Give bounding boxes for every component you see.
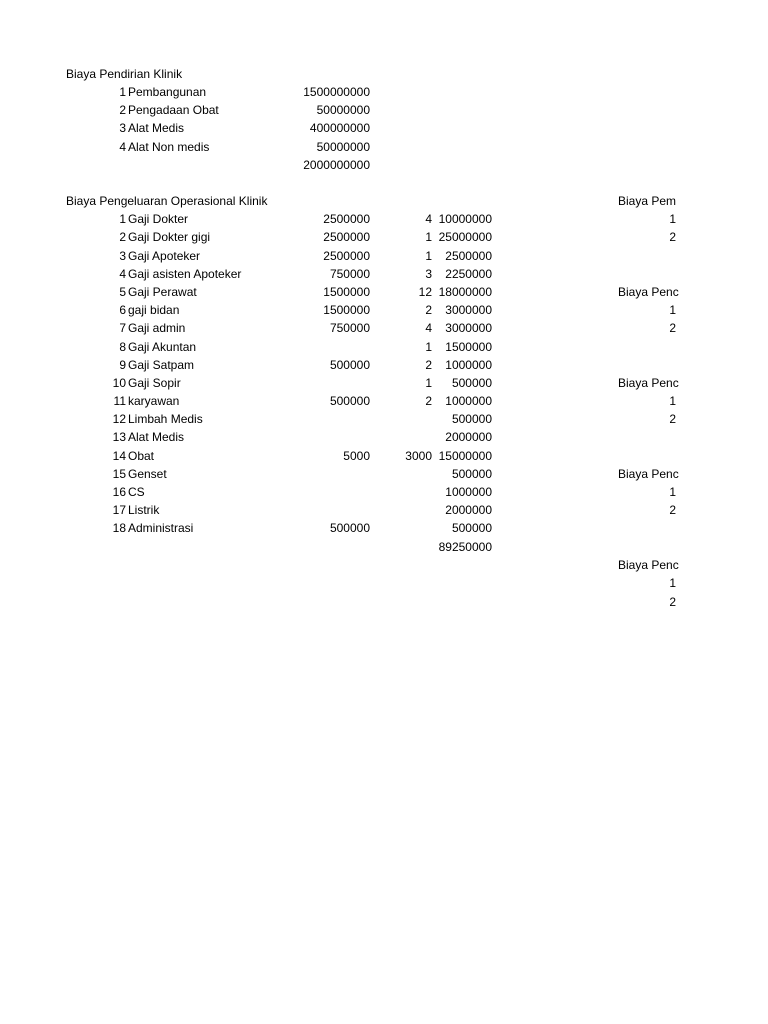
row-qty: 4 bbox=[425, 212, 432, 226]
row-unit-cost: 2500000 bbox=[323, 249, 370, 263]
row-amount: 1000000 bbox=[445, 358, 492, 372]
row-name: Gaji Perawat bbox=[128, 285, 197, 299]
row-name: Gaji Satpam bbox=[128, 358, 195, 372]
row-name: Alat Non medis bbox=[128, 140, 210, 154]
pendirian-total: 2000000000 bbox=[303, 158, 370, 172]
row-amount: 10000000 bbox=[438, 212, 492, 226]
row-name: Administrasi bbox=[128, 521, 194, 535]
pendirian-row bbox=[0, 140, 768, 158]
operasional-title: Biaya Pengeluaran Operasional Klinik bbox=[66, 194, 268, 208]
row-name: Alat Medis bbox=[128, 121, 185, 135]
row-name: Gaji asisten Apoteker bbox=[128, 267, 242, 281]
row-number: 9 bbox=[119, 358, 126, 372]
row-amount: 2250000 bbox=[445, 267, 492, 281]
row-number: 18 bbox=[112, 521, 126, 535]
row-amount: 25000000 bbox=[438, 230, 492, 244]
row-unit-cost: 5000 bbox=[343, 449, 370, 463]
row-name: Pengadaan Obat bbox=[128, 103, 219, 117]
row-amount: 18000000 bbox=[438, 285, 492, 299]
row-unit-cost: 500000 bbox=[329, 358, 370, 372]
operasional-row bbox=[0, 430, 768, 448]
row-name: gaji bidan bbox=[128, 303, 180, 317]
row-number: 14 bbox=[112, 449, 126, 463]
side-number: 2 bbox=[669, 321, 676, 335]
operasional-row bbox=[0, 267, 768, 285]
row-amount: 1500000 bbox=[445, 340, 492, 354]
row-amount: 500000 bbox=[451, 521, 492, 535]
row-amount: 500000 bbox=[451, 412, 492, 426]
row-name: Gaji Akuntan bbox=[128, 340, 197, 354]
operasional-row bbox=[0, 249, 768, 267]
row-number: 3 bbox=[119, 249, 126, 263]
row-name: Listrik bbox=[128, 503, 160, 517]
row-number: 13 bbox=[112, 430, 126, 444]
side-number: 1 bbox=[669, 394, 676, 408]
operasional-row bbox=[0, 449, 768, 467]
row-qty: 3 bbox=[425, 267, 432, 281]
operasional-total-row bbox=[0, 540, 768, 558]
side-header: Biaya Penc bbox=[618, 376, 679, 390]
row-number: 5 bbox=[119, 285, 126, 299]
row-name: Genset bbox=[128, 467, 167, 481]
row-name: Gaji admin bbox=[128, 321, 186, 335]
row-unit-cost: 1500000 bbox=[323, 303, 370, 317]
row-number: 17 bbox=[112, 503, 126, 517]
row-unit-cost: 750000 bbox=[329, 267, 370, 281]
row-name: Gaji Sopir bbox=[128, 376, 181, 390]
row-unit-cost: 500000 bbox=[329, 394, 370, 408]
row-number: 10 bbox=[112, 376, 126, 390]
row-number: 4 bbox=[119, 140, 126, 154]
pendirian-title: Biaya Pendirian Klinik bbox=[66, 67, 183, 81]
pendirian-total-row bbox=[0, 158, 768, 176]
row-name: Gaji Dokter gigi bbox=[128, 230, 211, 244]
row-number: 15 bbox=[112, 467, 126, 481]
row-number: 3 bbox=[119, 121, 126, 135]
row-value: 400000000 bbox=[309, 121, 370, 135]
row-number: 6 bbox=[119, 303, 126, 317]
row-number: 4 bbox=[119, 267, 126, 281]
row-value: 50000000 bbox=[316, 140, 370, 154]
row-name: Alat Medis bbox=[128, 430, 185, 444]
side-number: 1 bbox=[669, 212, 676, 226]
row-qty: 4 bbox=[425, 321, 432, 335]
row-name: karyawan bbox=[128, 394, 180, 408]
row-unit-cost: 500000 bbox=[329, 521, 370, 535]
operasional-row bbox=[0, 358, 768, 376]
row-qty: 1 bbox=[425, 376, 432, 390]
row-amount: 3000000 bbox=[445, 321, 492, 335]
row-number: 1 bbox=[119, 85, 126, 99]
row-name: Limbah Medis bbox=[128, 412, 203, 426]
side-number: 2 bbox=[669, 230, 676, 244]
row-amount: 2500000 bbox=[445, 249, 492, 263]
row-number: 12 bbox=[112, 412, 126, 426]
row-amount: 1000000 bbox=[445, 394, 492, 408]
row-number: 2 bbox=[119, 230, 126, 244]
row-qty: 1 bbox=[425, 249, 432, 263]
row-number: 16 bbox=[112, 485, 126, 499]
row-number: 2 bbox=[119, 103, 126, 117]
row-amount: 2000000 bbox=[445, 503, 492, 517]
row-name: Gaji Apoteker bbox=[128, 249, 201, 263]
side-header: Biaya Penc bbox=[618, 558, 679, 572]
row-number: 7 bbox=[119, 321, 126, 335]
row-name: Pembangunan bbox=[128, 85, 207, 99]
row-qty: 2 bbox=[425, 394, 432, 408]
side-number: 1 bbox=[669, 576, 676, 590]
side-number: 2 bbox=[669, 503, 676, 517]
row-qty: 1 bbox=[425, 340, 432, 354]
row-qty: 1 bbox=[425, 230, 432, 244]
row-qty: 12 bbox=[418, 285, 432, 299]
row-name: Gaji Dokter bbox=[128, 212, 189, 226]
row-qty: 3000 bbox=[405, 449, 432, 463]
row-qty: 2 bbox=[425, 303, 432, 317]
row-amount: 1000000 bbox=[445, 485, 492, 499]
row-amount: 15000000 bbox=[438, 449, 492, 463]
side-number: 1 bbox=[669, 303, 676, 317]
operasional-total: 89250000 bbox=[438, 540, 492, 554]
row-unit-cost: 1500000 bbox=[323, 285, 370, 299]
side-header: Biaya Penc bbox=[618, 467, 679, 481]
row-name: Obat bbox=[128, 449, 155, 463]
side-number: 2 bbox=[669, 595, 676, 609]
row-qty: 2 bbox=[425, 358, 432, 372]
row-number: 11 bbox=[113, 394, 126, 408]
row-amount: 500000 bbox=[451, 467, 492, 481]
side-number: 2 bbox=[669, 412, 676, 426]
row-amount: 2000000 bbox=[445, 430, 492, 444]
operasional-row bbox=[0, 521, 768, 539]
pendirian-row bbox=[0, 85, 768, 103]
side-number: 1 bbox=[669, 485, 676, 499]
row-value: 1500000000 bbox=[303, 85, 370, 99]
row-unit-cost: 2500000 bbox=[323, 212, 370, 226]
pendirian-row bbox=[0, 121, 768, 139]
row-unit-cost: 2500000 bbox=[323, 230, 370, 244]
row-name: CS bbox=[128, 485, 145, 499]
pendirian-row bbox=[0, 103, 768, 121]
operasional-row bbox=[0, 340, 768, 358]
row-value: 50000000 bbox=[316, 103, 370, 117]
side-header: Biaya Pem bbox=[618, 194, 677, 208]
row-number: 8 bbox=[119, 340, 126, 354]
row-number: 1 bbox=[119, 212, 126, 226]
side-header: Biaya Penc bbox=[618, 285, 679, 299]
row-amount: 3000000 bbox=[445, 303, 492, 317]
row-unit-cost: 750000 bbox=[329, 321, 370, 335]
row-amount: 500000 bbox=[451, 376, 492, 390]
